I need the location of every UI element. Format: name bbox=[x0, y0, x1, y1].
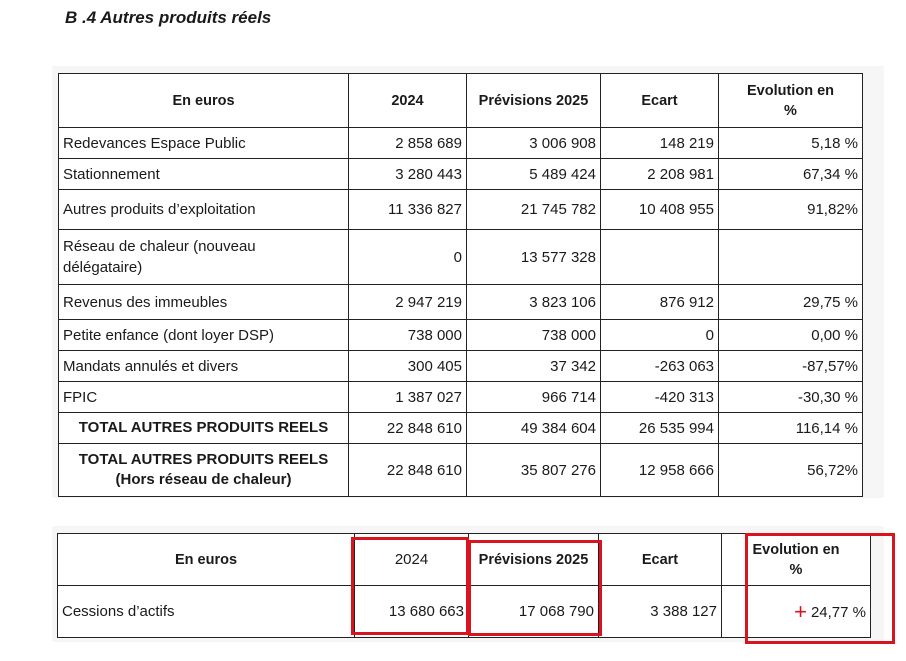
cell-previsions: 37 342 bbox=[467, 351, 601, 382]
cell-evolution: 5,18 % bbox=[719, 128, 863, 159]
header-2024: 2024 bbox=[349, 74, 467, 128]
row-label: Mandats annulés et divers bbox=[59, 351, 349, 382]
cell-2024: 0 bbox=[349, 230, 467, 285]
header-evolution: Evolution en % bbox=[722, 534, 871, 586]
cell-evolution: 29,75 % bbox=[719, 285, 863, 320]
evolution-value: 24,77 % bbox=[810, 603, 866, 621]
cell-ecart: 3 388 127 bbox=[599, 586, 722, 638]
cell-previsions: 966 714 bbox=[467, 382, 601, 413]
table-header-row bbox=[58, 534, 871, 586]
cell-2024: 738 000 bbox=[349, 320, 467, 351]
row-label: Cessions d’actifs bbox=[58, 586, 355, 638]
table-row bbox=[59, 320, 863, 351]
total-hors-label bbox=[59, 444, 349, 497]
cell-2024: 2 947 219 bbox=[349, 285, 467, 320]
cell-ecart: 10 408 955 bbox=[601, 190, 719, 230]
cell-2024: 2 858 689 bbox=[349, 128, 467, 159]
table-row bbox=[59, 190, 863, 230]
total-row bbox=[59, 413, 863, 444]
cell-previsions: 3 823 106 bbox=[467, 285, 601, 320]
total-hors-previsions: 35 807 276 bbox=[467, 444, 601, 497]
header-en-euros: En euros bbox=[58, 534, 355, 586]
total-hors-row bbox=[59, 444, 863, 497]
cell-previsions: 17 068 790 bbox=[469, 586, 599, 638]
header-2024: 2024 bbox=[355, 534, 469, 586]
header-previsions-2025: Prévisions 2025 bbox=[469, 534, 599, 586]
cell-previsions: 13 577 328 bbox=[467, 230, 601, 285]
cell-previsions: 5 489 424 bbox=[467, 159, 601, 190]
header-ecart: Ecart bbox=[601, 74, 719, 128]
cell-evolution: -87,57% bbox=[719, 351, 863, 382]
row-label: Revenus des immeubles bbox=[59, 285, 349, 320]
header-en-euros: En euros bbox=[59, 74, 349, 128]
cell-2024: 11 336 827 bbox=[349, 190, 467, 230]
row-label: Redevances Espace Public bbox=[59, 128, 349, 159]
table-row bbox=[58, 586, 871, 638]
section-heading: B .4 Autres produits réels bbox=[65, 8, 272, 27]
table-header-row bbox=[59, 74, 863, 128]
cell-evolution bbox=[722, 586, 871, 638]
cell-ecart: 876 912 bbox=[601, 285, 719, 320]
cell-ecart bbox=[601, 230, 719, 285]
total-hors-label-line1: TOTAL AUTRES PRODUITS REELS bbox=[78, 451, 329, 468]
table-row bbox=[59, 351, 863, 382]
row-label: Autres produits d’exploitation bbox=[59, 190, 349, 230]
row-label: Stationnement bbox=[59, 159, 349, 190]
cell-2024: 300 405 bbox=[349, 351, 467, 382]
header-ecart: Ecart bbox=[599, 534, 722, 586]
total-previsions: 49 384 604 bbox=[467, 413, 601, 444]
cell-ecart: 2 208 981 bbox=[601, 159, 719, 190]
cessions-table bbox=[57, 533, 871, 638]
table-row bbox=[59, 382, 863, 413]
cell-previsions: 21 745 782 bbox=[467, 190, 601, 230]
cell-2024: 1 387 027 bbox=[349, 382, 467, 413]
cell-2024: 13 680 663 bbox=[355, 586, 469, 638]
cell-evolution bbox=[719, 230, 863, 285]
total-ecart: 26 535 994 bbox=[601, 413, 719, 444]
cell-2024: 3 280 443 bbox=[349, 159, 467, 190]
total-hors-ecart: 12 958 666 bbox=[601, 444, 719, 497]
cell-evolution: -30,30 % bbox=[719, 382, 863, 413]
row-label: FPIC bbox=[59, 382, 349, 413]
total-hors-evolution: 56,72% bbox=[719, 444, 863, 497]
header-previsions-2025: Prévisions 2025 bbox=[467, 74, 601, 128]
cell-previsions: 3 006 908 bbox=[467, 128, 601, 159]
total-label: TOTAL AUTRES PRODUITS REELS bbox=[59, 413, 349, 444]
cell-ecart: 0 bbox=[601, 320, 719, 351]
table-row bbox=[59, 230, 863, 285]
cell-evolution: 91,82% bbox=[719, 190, 863, 230]
total-hors-2024: 22 848 610 bbox=[349, 444, 467, 497]
row-label: Petite enfance (dont loyer DSP) bbox=[59, 320, 349, 351]
cell-ecart: 148 219 bbox=[601, 128, 719, 159]
cell-previsions: 738 000 bbox=[467, 320, 601, 351]
cell-evolution: 0,00 % bbox=[719, 320, 863, 351]
total-evolution: 116,14 % bbox=[719, 413, 863, 444]
header-evolution: Evolution en % bbox=[719, 74, 863, 128]
cell-evolution: 67,34 % bbox=[719, 159, 863, 190]
autres-produits-table bbox=[58, 73, 863, 497]
plus-icon: + bbox=[794, 598, 807, 624]
table-row bbox=[59, 128, 863, 159]
table-row bbox=[59, 285, 863, 320]
cell-ecart: -263 063 bbox=[601, 351, 719, 382]
row-label: Réseau de chaleur (nouveau délégataire) bbox=[59, 230, 349, 285]
table-row bbox=[59, 159, 863, 190]
total-2024: 22 848 610 bbox=[349, 413, 467, 444]
cell-ecart: -420 313 bbox=[601, 382, 719, 413]
total-hors-label-line2: (Hors réseau de chaleur) bbox=[115, 471, 292, 488]
